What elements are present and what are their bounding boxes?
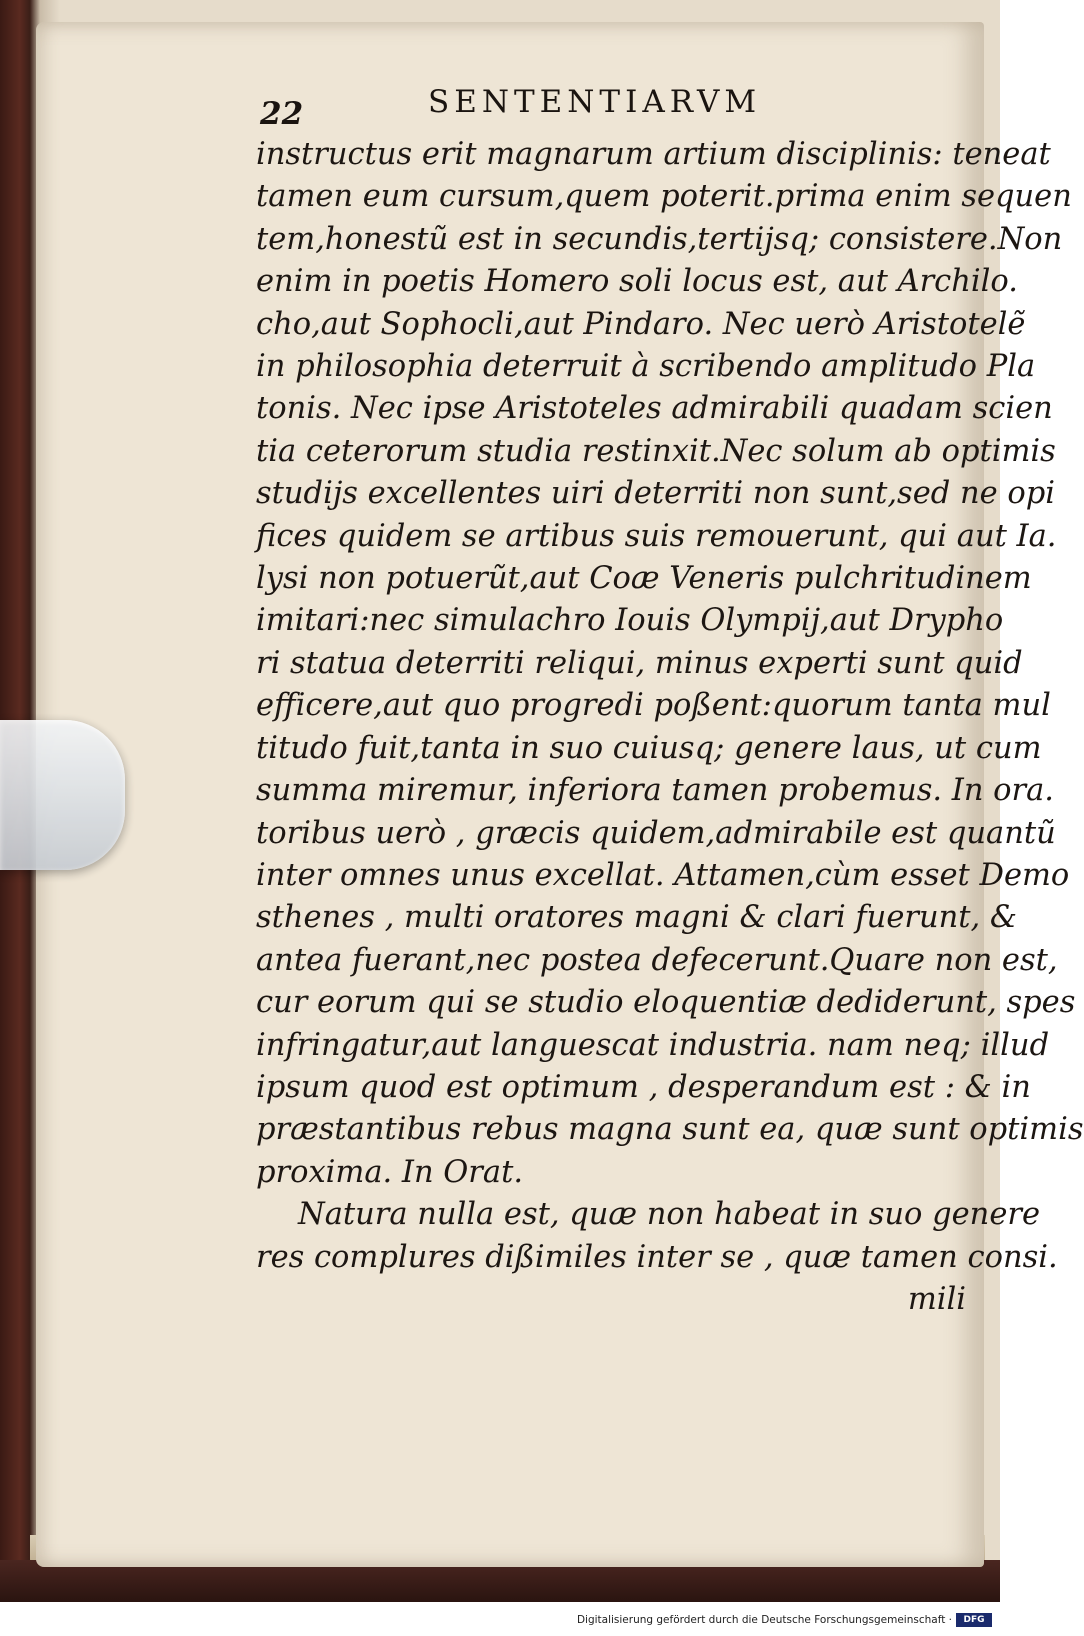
text-line: ri statua deterriti reliqui, minus experti sunt quid <box>256 645 1023 681</box>
funding-credit: Digitalisierung gefördert durch die Deutsche Forschungsgemeinschaft · <box>576 1614 952 1626</box>
text-line: præstantibus rebus magna sunt ea, quæ sunt optimis <box>256 1112 1084 1148</box>
text-line: fices quidem se artibus suis remouerunt, qui aut Ia. <box>256 518 1057 554</box>
text-line: lysi non potuerũt,aut Coæ Veneris pulchritudinem <box>256 561 1032 597</box>
page-header <box>260 84 960 134</box>
text-line: ipsum quod est optimum , desperandum est : & in <box>256 1069 1031 1105</box>
text-line: tonis. Nec ipse Aristoteles admirabili quadam scien <box>256 391 1053 427</box>
dfg-logo: DFG <box>956 1613 992 1627</box>
text-line: imitari:nec simulachro Iouis Olympij,aut Drypho <box>256 603 1004 639</box>
text-line: efficere,aut quo progredi poßent:quorum tanta mul <box>256 688 1051 724</box>
text-line: inter omnes unus excellat. Attamen,cùm esset Demo <box>256 857 1070 893</box>
text-line: summa miremur, inferiora tamen probemus. In ora. <box>256 773 1055 809</box>
text-line: cur eorum qui se studio eloquentiæ dediderunt, spes <box>256 985 1076 1021</box>
text-line: res complures dißimiles inter se , quæ tamen consi. <box>256 1239 1058 1275</box>
footer-bar <box>0 1602 1000 1636</box>
text-line: infringatur,aut languescat industria. nam neq; illud <box>256 1027 1050 1063</box>
text-line: enim in poetis Homero soli locus est, aut Archilo. <box>256 264 1018 300</box>
text-line: tia ceterorum studia restinxit.Nec solum ab optimis <box>256 433 1056 469</box>
text-line: sthenes , multi oratores magni & clari fuerunt, & <box>256 900 1018 936</box>
bookmark-clip <box>0 720 125 870</box>
text-line: titudo fuit,tanta in suo cuiusq; genere laus, ut cum <box>256 730 1042 766</box>
text-line: proxima. In Orat. <box>256 1154 524 1190</box>
text-line: tem,honestũ est in secundis,tertijsq; consistere.Non <box>256 221 1063 257</box>
page-number: 22 <box>260 96 304 132</box>
running-title: SENTENTIARVM <box>428 84 762 120</box>
text-line: toribus uerò , græcis quidem,admirabile est quantũ <box>256 815 1056 851</box>
page-text <box>256 134 1084 1321</box>
text-line: cho,aut Sophocli,aut Pindaro. Nec uerò Aristotelẽ <box>256 306 1026 342</box>
paragraph-first-line: Natura nulla est, quæ non habeat in suo genere <box>298 1197 1041 1233</box>
text-line: tamen eum cursum,quem poterit.prima enim sequen <box>256 179 1072 215</box>
text-line: in philosophia deterruit à scribendo amplitudo Pla <box>256 349 1036 385</box>
catchword: mili <box>907 1281 966 1317</box>
text-line: studijs excellentes uiri deterriti non sunt,sed ne opi <box>256 476 1055 512</box>
text-line: instructus erit magnarum artium disciplinis: teneat <box>256 137 1051 172</box>
text-line: antea fuerant,nec postea defecerunt.Quare non est, <box>256 942 1058 978</box>
